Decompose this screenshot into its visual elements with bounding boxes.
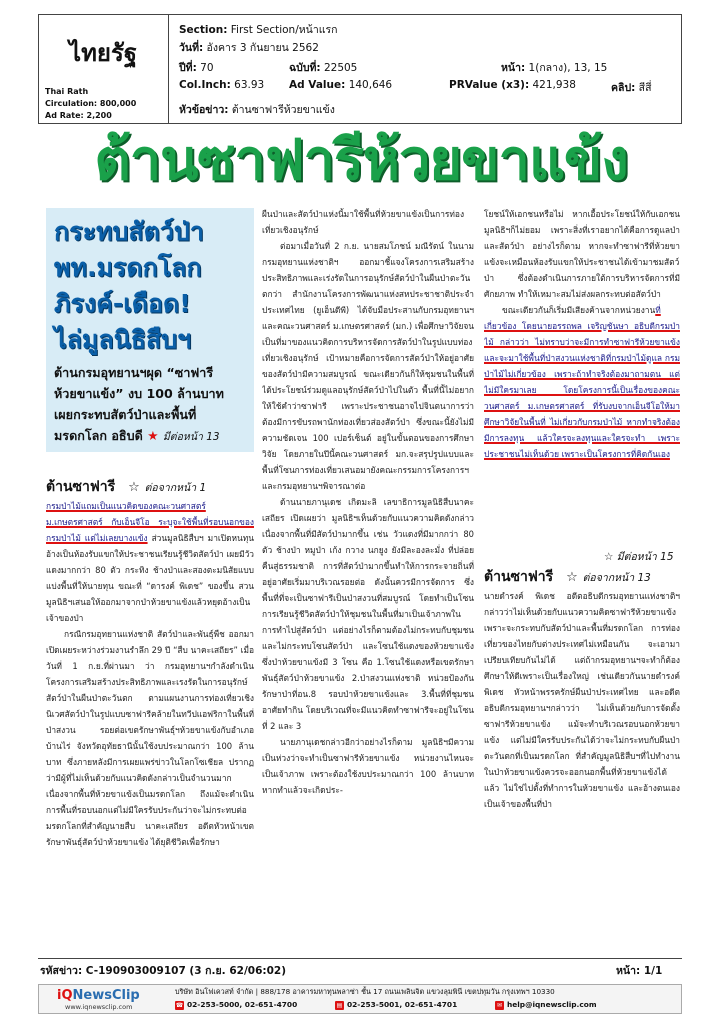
email-contact xyxy=(495,1000,597,1010)
star-outline-icon: ☆ xyxy=(566,570,578,585)
circulation: Circulation: 800,000 xyxy=(45,99,137,108)
colinch-value: 63.93 xyxy=(234,79,265,91)
email-icon: ✉ xyxy=(496,1002,503,1009)
page-field xyxy=(501,59,607,76)
paragraph: โยชน์ให้เอกชนหรือไม่ หากเอื้อประโยชน์ให้กับเอกชน มูลนิธิฯก็ไม่ยอม เพราะสิ่งที่เราอยากได้คือการดูแลป่าและสัตว์ป่า อย่างไรก็ตาม หากจะทำซาฟารีที่ห้วยขาแข้งจะเหมือนห้องรับแขกให้ประชาชนได้เข้ามาชมสัตว์ป่า ซึ่งต้องดำเนินการภายใต้การบริหารจัดการที่มีศักยภาพ ทำให้เหมาะสมไม่ส่งผลกระทบต่อสัตว์ป่า xyxy=(484,209,680,299)
col1-heading xyxy=(46,476,206,498)
year-value: 70 xyxy=(200,62,214,74)
col3-continued-from: ต่อจากหน้า 13 xyxy=(582,572,651,584)
year-label: ปีที่: xyxy=(179,62,197,74)
logo-box xyxy=(39,15,169,123)
subhead-line: ภิรงค์-เดือด! xyxy=(54,289,191,318)
highlighted-text: ที่เกี่ยวข้อง โดยนายอรรถพล เจริญชันษา อธิบดีกรมป่าไม้ กล่าวว่า ไม่ทราบว่าจะมีการทำซาฟารีห้วยขาแข้ง และจะมาใช้พื้นที่ป่าสงวนแห่งชาติที่กรมป่าไม้ดูแล กรมป่าไม้ไม่เกี่ยวข้อง เพราะถ้าทำจริงต้องมาถามตน แต่ไม่มีใครมาเลย โดยโครงการนี้เป็นเรื่องของคณะวนศาสตร์ ม.เกษตรศาสตร์ ที่รับงบจากเอ็นจีโอให้มาศึกษาวิจัยในพื้นที่ ไม่เกี่ยวกับกรมป่าไม้ หากทำจริงต้องมีการลงทุน แล้วใครจะลงทุนและใครจะทำ เพราะประชาชนไม่เห็นด้วย เพราะเป็นโครงการที่คิดกันเอง xyxy=(484,305,680,459)
phone-contact xyxy=(175,1000,297,1010)
advalue-value: 140,646 xyxy=(348,79,393,91)
subhead-line: กระทบสัตว์ป่า xyxy=(54,217,204,246)
paragraph: ต่อมาเมื่อวันที่ 2 ก.ย. นายสมโภชน์ มณีรัตน์ ในนามกรมอุทยานแห่งชาติฯ ออกมาชี้แจงโครงการเสริมสร้างประสิทธิภาพและเร่งรัดในการอนุรักษ์สัตว์ป่าในผืนป่าตะวันตกว่า สำนักงานโครงการพัฒนาแห่งสหประชาชาติประจำประเทศไทย (ยูเอ็นดีพี) ได้จับมือประสานกับกรมอุทยานฯ และคณะวนศาสตร์ ม.เกษตรศาสตร์ (มก.) เพื่อศึกษาวิจัยจนเป็นที่มาของแนวคิดการบริหารจัดการสัตว์ป่าในรูปแบบท่องเที่ยวเชิงอนุรักษ์ เป้าหมายคือการจัดการสัตว์ป่าให้อยู่อาศัยของสัตว์ป่ามีความสมบูรณ์ ขณะเดียวกันก็ให้ชุมชนในพื้นที่ได้ประโยชน์ร่วมดูแลอนุรักษ์สัตว์ป่าไปในตัว พื้นที่นี้ไม่อยากให้ใช้คำว่าซาฟารี เพราะประชาชนอาจไปจินตนาการว่าต้องมีการขับรถพานักท่องเที่ยวส่องสัตว์ป่า ซึ่งขณะนี้ยังไม่มีความชัดเจน 100 เปอร์เซ็นต์ อยู่ในขั้นตอนของการศึกษาวิจัย โดยภายในปีนี้คณะวนศาสตร์ มก.จะสรุปรูปแบบและพื้นที่โซนการท่องเที่ยวเสนอมายังคณะกรรมการโครงการฯและกรมอุทยานฯพิจารณาต่อ xyxy=(262,241,474,491)
footer-divider xyxy=(38,958,682,959)
iqnewsclip-logo xyxy=(57,988,140,1003)
star-outline-icon: ☆ xyxy=(604,551,614,563)
prvalue-value: 421,938 xyxy=(532,79,576,91)
main-headline: ต้านซาฟารีห้วยขาแข้ง xyxy=(94,128,628,193)
paragraph: นายดำรงค์ พิเดช อดีตอธิบดีกรมอุทยานแห่งชาติฯ กล่าวว่าไม่เห็นด้วยกับแนวความคิดซาฟารีห้วยขาแข้ง เพราะจะกระทบกับสัตว์ป่าและพื้นที่มรดกโลก การท่องเที่ยวของไทยกับต่างประเทศไม่เหมือนกัน จะเอามาเปรียบเทียบกันไม่ได้ แต่ถ้ากรมอุทยานฯจะทำก็ต้องศึกษาให้ดีเพราะเป็นเรื่องใหญ่ เช่นเดียวกันนายดำรงค์ พิเดช หัวหน้าพรรครักษ์ผืนป่าประเทศไทย และอดีตอธิบดีกรมอุทยานฯกล่าวว่า ไม่เห็นด้วยกับการจัดตั้งซาฟารีห้วยขาแข้ง แม้จะทำบริเวณรอบนอกห้วยขาแข้ง แต่ไม่มีใครรับประกันได้ว่าจะไม่กระทบกับผืนป่าตะวันตกที่เป็นมรดกโลก ที่สำคัญมูลนิธิสืบฯที่ไปทำงานในป่าห้วยขาแข้งควรจะออกนอกพื้นที่ห้วยขาแข้งได้แล้ว ไม่ใช่ไปตั้งที่ทำการในห้วยขาแข้ง และอ้างตนเองเป็นเจ้าของพื้นที่ป่า xyxy=(484,591,680,809)
section-label: Section: xyxy=(179,24,228,36)
colinch-field xyxy=(179,79,264,91)
news-id: รหัสข่าว: C-190903009107 (3 ก.ย. 62/06:02) xyxy=(40,965,286,977)
col1-title: ต้านซาฟารี xyxy=(46,479,116,495)
continued-to: มีต่อหน้า 15 xyxy=(616,551,674,563)
clip-value: สีสี่ xyxy=(638,82,652,94)
paragraph-lead: ขณะเดียวกันก็เริ่มมีเสียงค้านจากหน่วยงาน xyxy=(502,305,656,315)
date-label: วันที่: xyxy=(179,42,204,54)
deck-line: ห้วยขาแข้ง” งบ 100 ล้านบาท xyxy=(54,386,224,401)
logo-part: NewsClip xyxy=(72,988,140,1003)
year-field xyxy=(179,59,214,76)
highlighted-text: กรมป่าไม้แถมเป็นแนวคิดของคณะวนศาสตร์ ม.เกษตรศาสตร์ กับเอ็นจีโอ ระบุจะใช้พื้นที่รอบนอกของกรมป่าไม้ แต่ไม่เลยบางแข้ง xyxy=(46,501,254,543)
date-value: อังคาร 3 กันยายน 2562 xyxy=(206,42,319,54)
deck-line-last xyxy=(54,425,246,448)
advalue-label: Ad Value: xyxy=(289,79,346,91)
star-icon: ★ xyxy=(147,428,159,443)
clip-field xyxy=(611,79,652,96)
clip-header xyxy=(38,14,682,124)
topic-label: หัวข้อข่าว: xyxy=(179,104,229,116)
page-indicator: หน้า: 1/1 xyxy=(616,965,663,977)
col1-continued-from: ต่อจากหน้า 1 xyxy=(144,482,207,494)
section-row xyxy=(179,21,338,38)
paragraph: ด้านนายภานุเดช เกิดมะลิ เลขาธิการมูลนิธิสืบนาคะเสถียร เปิดเผยว่า มูลนิธิฯเห็นด้วยกับแนวความคิดดังกล่าว เนื่องจากพื้นที่มีสัตว์ป่ามากขึ้น เช่น วัวแดงที่มีมากกว่า 80 ตัว ช้างป่า หมูป่า เก้ง กวาง นกยูง ยังมีละองละมั่ง ที่ปล่อยคืนสู่ธรรมชาติ การที่สัตว์ป่ามากขึ้นทำให้การกระจายถิ่นที่อยู่อาศัยเริ่มมาบริเวณรอยต่อ ดังนั้นควรมีการจัดการ ซึ่งพื้นที่ที่จะเป็นซาฟารีเป็นป่าสงวนที่สมบูรณ์ โดยทำเป็นโซนการเรียนรู้ชีวิตสัตว์ป่าให้ชุมชนในพื้นที่มาเป็นเจ้าภาพในการทำไปสู่สัตว์ป่า แต่อย่างไรก็ตามต้องไม่กระทบกับชุมชนและไม่กระทบโซนสัตว์ป่า และโซนใช้แดงของห้วยขาแข้ง ซึ่งป่าห้วยขาแข้งมี 3 โซน คือ 1.โซนใช้แดงหรือเขตรักษาพันธุ์สัตว์ป่าห้วยขาแข้ง 2.ป่าสงวนแห่งชาติ หน่วยป้องกันรักษาป่าที่อน.8 รอบป่าห้วยขาแข้งและ 3.พื้นที่ที่ชุมชนอาศัยทำกิน โดยบริเวณที่จะมีแนวคิดทำซาฟารีจะอยู่ในโซนที่ 2 และ 3 xyxy=(262,497,474,731)
email-address[interactable]: help@iqnewsclip.com xyxy=(507,1000,597,1009)
advalue-field xyxy=(289,79,392,91)
issue-field xyxy=(289,59,357,76)
topic-field xyxy=(179,101,335,118)
deck-line: เผยกระทบสัตว์ป่าและพื้นที่ xyxy=(54,407,197,422)
company-bar xyxy=(38,984,682,1014)
subhead-box xyxy=(46,208,254,452)
page-value: 1(กลาง), 13, 15 xyxy=(528,62,608,74)
logo-part: iQ xyxy=(57,988,73,1003)
deck-line: ต้านกรมอุทยานฯผุด “ซาฟารี xyxy=(54,365,214,380)
deck-text: มรดกโลก อธิบดี xyxy=(54,428,143,443)
publication-name: Thai Rath xyxy=(45,87,89,96)
subhead-line: พท.มรดกโลก xyxy=(54,253,202,282)
fax-number: 02-253-5001, 02-651-4701 xyxy=(347,1000,458,1009)
col1-body xyxy=(46,498,254,950)
fax-contact xyxy=(335,1000,457,1010)
iq-url[interactable]: www.iqnewsclip.com xyxy=(65,1003,133,1011)
company-address: บริษัท อินโฟเควสท์ จำกัด | 888/178 อาคารมหาทุนพลาซ่า ชั้น 17 ถนนเพลินจิต แขวงลุมพินี เขตปทุมวัน กรุงเทพฯ 10330 xyxy=(175,987,555,996)
col3-continued-note xyxy=(604,548,674,565)
continued-note: มีต่อหน้า 13 xyxy=(162,431,220,443)
phone-icon: ☎ xyxy=(175,1002,184,1009)
paragraph: นายภานุเดชกล่าวอีกว่าอย่างไรก็ตาม มูลนิธิฯมีความเป็นห่วงว่าจะทำเป็นซาฟารีห้วยขาแข้ง หน่วยงานไหนจะเป็นเจ้าภาพ เพราะต้องใช้งบประมาณกว่า 100 ล้านบาท หากทำแล้วจะเกิดประ- xyxy=(262,737,474,795)
clip-label: คลิป: xyxy=(611,82,636,94)
page-label: หน้า: xyxy=(501,62,526,74)
col2-body xyxy=(262,206,474,950)
prvalue-label: PRValue (x3): xyxy=(449,79,530,91)
star-outline-icon: ☆ xyxy=(128,480,140,495)
ad-rate: Ad Rate: 2,200 xyxy=(45,111,112,120)
paragraph: ส่วนมูลนิธิสืบฯ มาเปิดหนทุนอ้างเป็นห้องรับแขกให้ประชาชนเรียนรู้ชีวิตสัตว์ป่า เผยมีวัวแดงมากกว่า 80 ตัว กระทิง ช้างป่าและสองตะมนิสัยแบบแบ่งพื้นที่ให้นายทุน ขณะที่ “ดารงค์ พิเดช” ของขึ้น สวนมูลนิธิฯเสนอให้ออกมาจากป่าห้วยขาแข้งแล้วหยุดอ้างเป็นเจ้าของป่า xyxy=(46,533,254,623)
topic-value: ต้านซาฟารีห้วยขาแข้ง xyxy=(231,104,335,116)
phone-number: 02-253-5000, 02-651-4700 xyxy=(187,1000,298,1009)
colinch-label: Col.Inch: xyxy=(179,79,231,91)
col3-heading xyxy=(484,566,651,588)
issue-label: ฉบับที่: xyxy=(289,62,321,74)
col3-body-top xyxy=(484,206,680,546)
subhead-line: ไล่มูลนิธิสืบฯ xyxy=(54,325,192,354)
date-row xyxy=(179,39,319,56)
paragraph: ผืนป่าและสัตว์ป่าแห่งนี้มาใช้พื้นที่ห้วยขาแข้งเป็นการท่องเที่ยวเชิงอนุรักษ์ xyxy=(262,209,465,235)
col3-body-bottom xyxy=(484,588,680,898)
thairath-logo: ไทยรัฐ xyxy=(69,38,138,67)
paragraph: กรณีกรมอุทยานแห่งชาติ สัตว์ป่าและพันธุ์พืช ออกมาเปิดเผยระหว่างร่วมงานรำลึก 29 ปี “สืบ นาคะเสถียร” เมื่อวันที่ 1 ก.ย.ที่ผ่านมา ว่า กรมอุทยานฯกำลังดำเนินโครงการเสริมสร้างประสิทธิภาพและเรงรัดในการอนุรักษ์สัตว์ป่าในผืนป่าตะวันตก ตามแผนงานการท่องเที่ยวเชิงนิเวศสัตว์ป่าในรูปแบบซาฟารีคล้ายในทวีปแอฟริกาในพื้นที่ป่าสงวน รอยต่อเขตรักษาพันธุ์ฯห้วยขาแข้งกับอำเภอบ้านไร่ จังหวัดอุทัยธานีนั้นใช้งบประมาณกว่า 100 ล้านบาท ซึ่งภายหลังมีการเผยแพร่ข่าวในโลกโซเชียล ปรากฏว่ามีผู้ที่ไม่เห็นด้วยกับแนวคิดดังกล่าวเป็นจำนวนมาก เนื่องจากพื้นที่ห้วยขาแข้งเป็นมรดกโลก ถึงแม้จะดำเนินการพื้นที่รอบนอกแต่ไม่มีใครรับประกันว่าจะไม่กระทบต่อมรดกโลกที่สำคัญนายสืบ นาคะเสถียร อดีตหัวหน้าเขตรักษาพันธุ์สัตว์ป่าห้วยขาแข้ง ได้ยุติชีวิตเพื่อรักษา xyxy=(46,629,254,847)
fax-icon: ▤ xyxy=(336,1002,343,1009)
section-value: First Section/หน้าแรก xyxy=(230,24,338,36)
col3-title: ต้านซาฟารี xyxy=(484,569,554,585)
issue-value: 22505 xyxy=(323,62,358,74)
prvalue-field xyxy=(449,79,576,91)
